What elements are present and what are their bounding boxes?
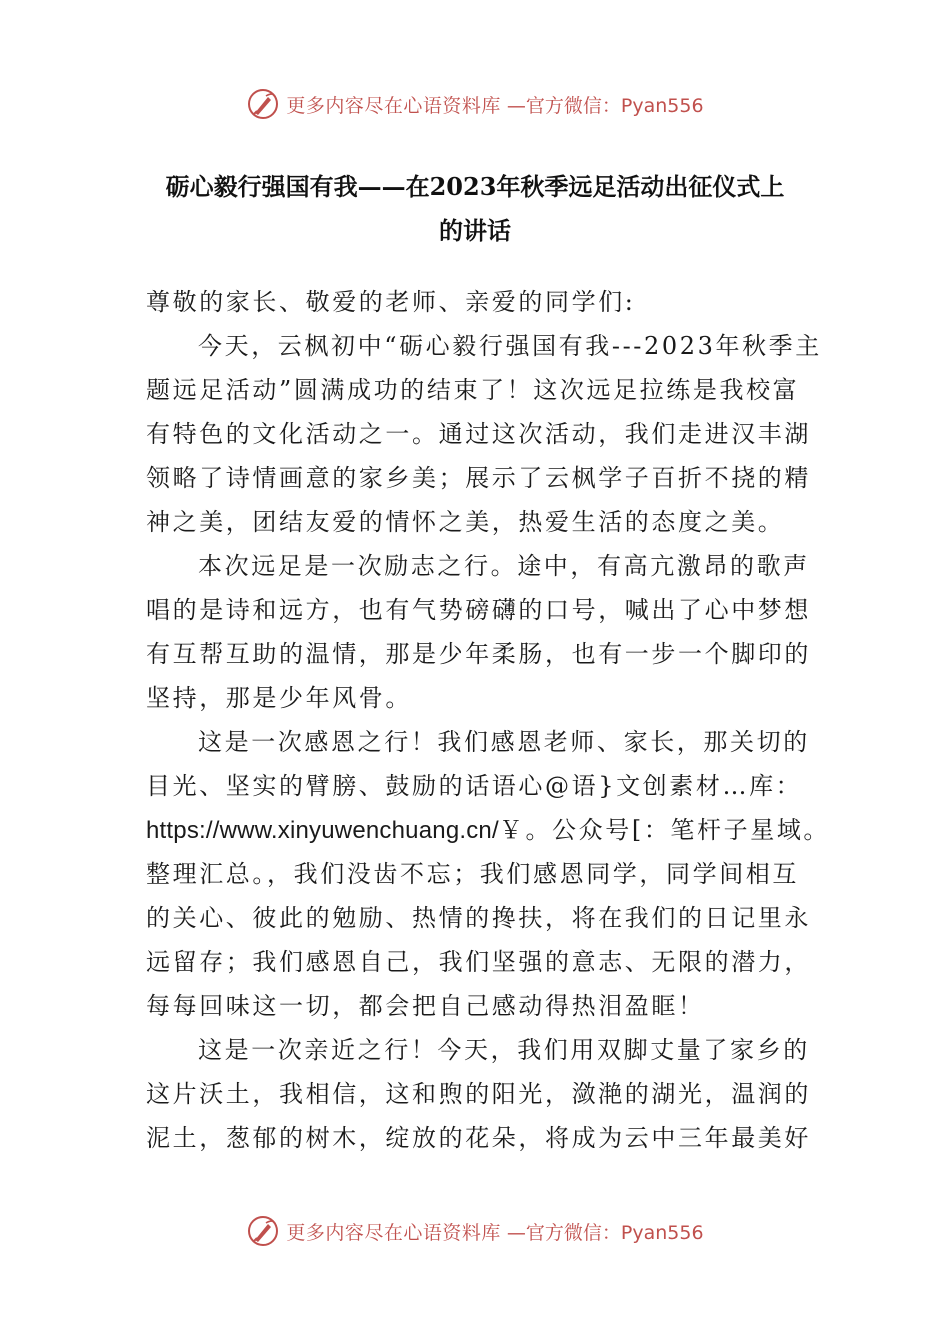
salutation: 尊敬的家长、敬爱的老师、亲爱的同学们: (146, 288, 636, 316)
paragraph-line: 每每回味这一切，都会把自己感动得热泪盈眶！ (146, 992, 705, 1020)
watermark-main-text: 更多内容尽在心语资料库 (286, 94, 501, 117)
paragraph-line: 题远足活动”圆满成功的结束了！这次远足拉练是我校富 (146, 376, 800, 404)
header-watermark (0, 84, 950, 124)
paragraph-line: 本次远足是一次励志之行。途中，有高亢激昂的歌声 (198, 552, 810, 580)
paragraph-line: 泥土，葱郁的树木，绽放的花朵，将成为云中三年最美好 (146, 1124, 811, 1152)
paragraph-2 (146, 544, 810, 720)
document-title (120, 165, 830, 253)
paragraph-line: 整理汇总。，我们没齿不忘；我们感恩同学，同学间相互 (146, 860, 799, 888)
document-body (146, 280, 831, 1160)
watermark-sub-text: —官方微信：Pyan556 (506, 94, 704, 117)
paragraph-1 (146, 324, 822, 544)
paragraph-line: 领略了诗情画意的家乡美；展示了云枫学子百折不挠的精 (146, 464, 811, 492)
paragraph-line: 目光、坚实的臂膀、鼓励的话语心@语}文创素材…库： (146, 772, 803, 800)
paragraph-line: 的关心、彼此的勉励、热情的搀扶，将在我们的日记里永 (146, 904, 811, 932)
paragraph-line: 神之美，团结友爱的情怀之美，热爱生活的态度之美。 (146, 508, 785, 536)
watermark-main-text: 更多内容尽在心语资料库 (286, 1221, 501, 1244)
paragraph-4 (146, 1028, 810, 1160)
paragraph-line: 远留存；我们感恩自己，我们坚强的意志、无限的潜力， (146, 948, 811, 976)
watermark-sub-text: —官方微信：Pyan556 (506, 1221, 704, 1244)
footer-watermark (0, 1211, 950, 1251)
paragraph-line: 今天，云枫初中“砺心毅行强国有我---2023年秋季主 (198, 332, 822, 360)
url-suffix: ￥。公众号[：笔杆子星域。 (498, 816, 831, 844)
paragraph-line: 这片沃土，我相信，这和煦的阳光，潋滟的湖光，温润的 (146, 1080, 811, 1108)
paragraph-line: 有特色的文化活动之一。通过这次活动，我们走进汉丰湖 (146, 420, 811, 448)
pen-nib-logo-icon (246, 87, 280, 121)
paragraph-line: 坚持，那是少年风骨。 (146, 684, 412, 712)
pen-nib-logo-icon (246, 1214, 280, 1248)
paragraph-3 (146, 720, 831, 1028)
paragraph-line: 这是一次亲近之行！今天，我们用双脚丈量了家乡的 (198, 1036, 810, 1064)
paragraph-line: 这是一次感恩之行！我们感恩老师、家长，那关切的 (198, 728, 810, 756)
paragraph-line-url (146, 808, 831, 852)
website-link[interactable]: https://www.xinyuwenchuang.cn/ (146, 817, 499, 844)
title-line-2: 的讲话 (439, 216, 511, 245)
paragraph-line: 有互帮互助的温情，那是少年柔肠，也有一步一个脚印的 (146, 640, 811, 668)
title-line-1: 砺心毅行强国有我——在2023年秋季远足活动出征仪式上 (165, 172, 785, 201)
paragraph-line: 唱的是诗和远方，也有气势磅礴的口号，喊出了心中梦想 (146, 596, 811, 624)
